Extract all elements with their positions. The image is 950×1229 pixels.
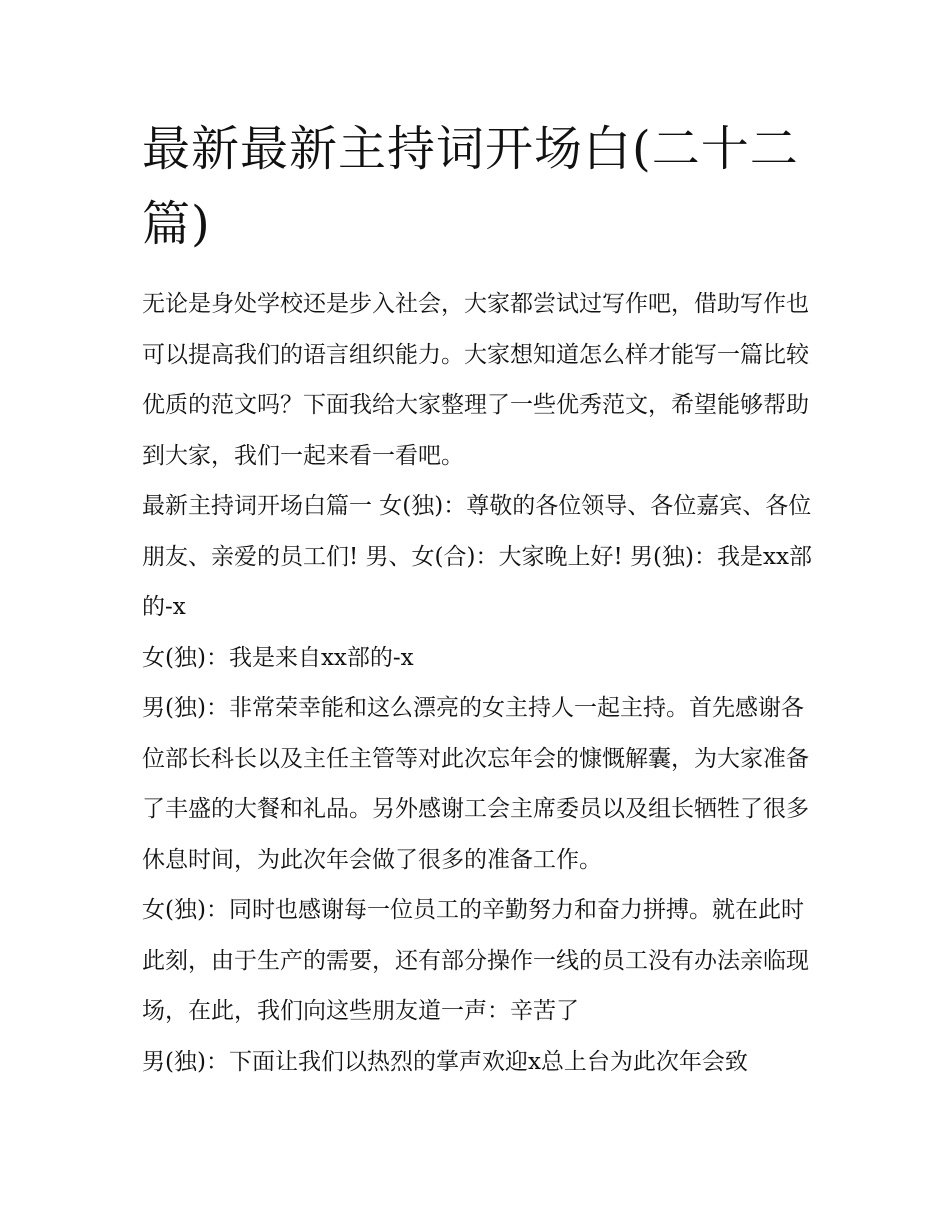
document-body: [142, 279, 812, 1087]
paragraph-female-thanks: 女(独)：同时也感谢每一位员工的辛勤努力和奋力拼搏。就在此时此刻，由于生产的需要，还有部分操作一线的员工没有办法亲临现场，在此，我们向这些朋友道一声：辛苦了: [142, 897, 809, 1024]
paragraph-male-thanks: 男(独)：非常荣幸能和这么漂亮的女主持人一起主持。首先感谢各位部长科长以及主任主管等对此次忘年会的慷慨解囊，为大家准备了丰盛的大餐和礼品。另外感谢工会主席委员以及组长牺牲了很多休息时间，为此次年会做了很多的准备工作。: [142, 695, 809, 873]
paragraph-intro: 无论是身处学校还是步入社会，大家都尝试过写作吧，借助写作也可以提高我们的语言组织能力。大家想知道怎么样才能写一篇比较优质的范文吗？下面我给大家整理了一些优秀范文，希望能够帮助到大家，我们一起来看一看吧。: [142, 291, 809, 469]
paragraph-opening: 最新主持词开场白篇一 女(独)：尊敬的各位领导、各位嘉宾、各位朋友、亲爱的员工们! 男、女(合)：大家晚上好! 男(独)：我是xx部的-x: [142, 493, 812, 620]
paragraph-male-welcome: 男(独)：下面让我们以热烈的掌声欢迎x总上台为此次年会致: [142, 1048, 748, 1075]
paragraph-female-intro: 女(独)：我是来自xx部的-x: [142, 644, 414, 671]
document-title: 最新最新主持词开场白(二十二篇): [142, 121, 799, 252]
